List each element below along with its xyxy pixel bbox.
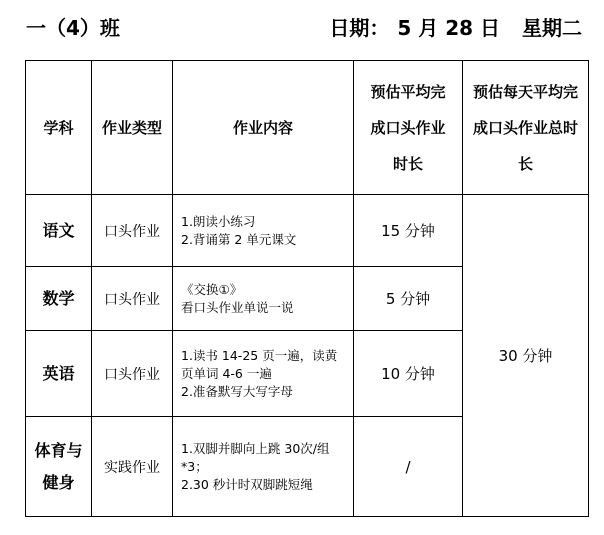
content-line: 页单词 4-6 一遍: [181, 365, 272, 381]
duration-cell: /: [354, 417, 463, 517]
subject-line: 数学: [42, 288, 75, 308]
type-cell: 口头作业: [92, 267, 173, 331]
weekday: 星期二: [522, 16, 582, 40]
subject-line: 体育与: [34, 440, 83, 460]
content-cell: [173, 195, 354, 267]
header-daily-total-line: 成口头作业总时: [472, 118, 578, 137]
content-cell: [173, 267, 354, 331]
subject-cell: [26, 195, 92, 267]
content-cell: [173, 417, 354, 517]
type-cell: 实践作业: [92, 417, 173, 517]
type-cell: 口头作业: [92, 331, 173, 417]
subject-cell: [26, 267, 92, 331]
content-line: 1.读书 14-25 页一遍，读黄: [181, 347, 338, 363]
content-line: 1.朗读小练习: [181, 213, 256, 229]
subject-cell: [26, 417, 92, 517]
duration-cell: 5 分钟: [354, 267, 463, 331]
duration-cell: 15 分钟: [354, 195, 463, 267]
content-line: 2.背诵第 2 单元课文: [181, 231, 297, 247]
duration-cell: 10 分钟: [354, 331, 463, 417]
table-header-row: [26, 61, 589, 195]
class-name: 一（4）班: [26, 16, 120, 40]
subject-line: 健身: [42, 472, 75, 492]
content-cell: [173, 331, 354, 417]
header-daily-total-line: 长: [517, 154, 533, 173]
subject-line: 英语: [42, 363, 75, 383]
header-subject: 学科: [26, 61, 92, 195]
header-content: 作业内容: [173, 61, 354, 195]
subject-line: 语文: [42, 220, 75, 240]
type-cell: 口头作业: [92, 195, 173, 267]
date-label: 日期：: [329, 16, 390, 40]
header-est-duration-line: 时长: [392, 154, 423, 173]
table-row: [26, 195, 589, 267]
content-line: 看口头作业单说一说: [181, 299, 294, 315]
content-line: 《交换①》: [181, 281, 243, 297]
content-line: 1.双脚并脚向上跳 30次/组: [181, 440, 330, 456]
total-time-cell: 30 分钟: [463, 195, 589, 517]
header-est-duration-line: 预估平均完: [370, 82, 446, 101]
header-est-duration-line: 成口头作业: [370, 118, 446, 137]
subject-cell: [26, 331, 92, 417]
content-line: 2.30 秒计时双脚跳短绳: [181, 476, 313, 492]
header-daily-total-line: 预估每天平均完: [472, 82, 578, 101]
content-line: 2.准备默写大写字母: [181, 383, 293, 399]
date-line: [321, 12, 582, 44]
page-header: [26, 12, 582, 44]
homework-table: [25, 60, 589, 517]
date-value: 5 月 28 日: [397, 16, 500, 40]
header-type: 作业类型: [92, 61, 173, 195]
header-est-duration: [354, 61, 463, 195]
content-line: *3；: [181, 458, 208, 474]
header-daily-total: [463, 61, 589, 195]
